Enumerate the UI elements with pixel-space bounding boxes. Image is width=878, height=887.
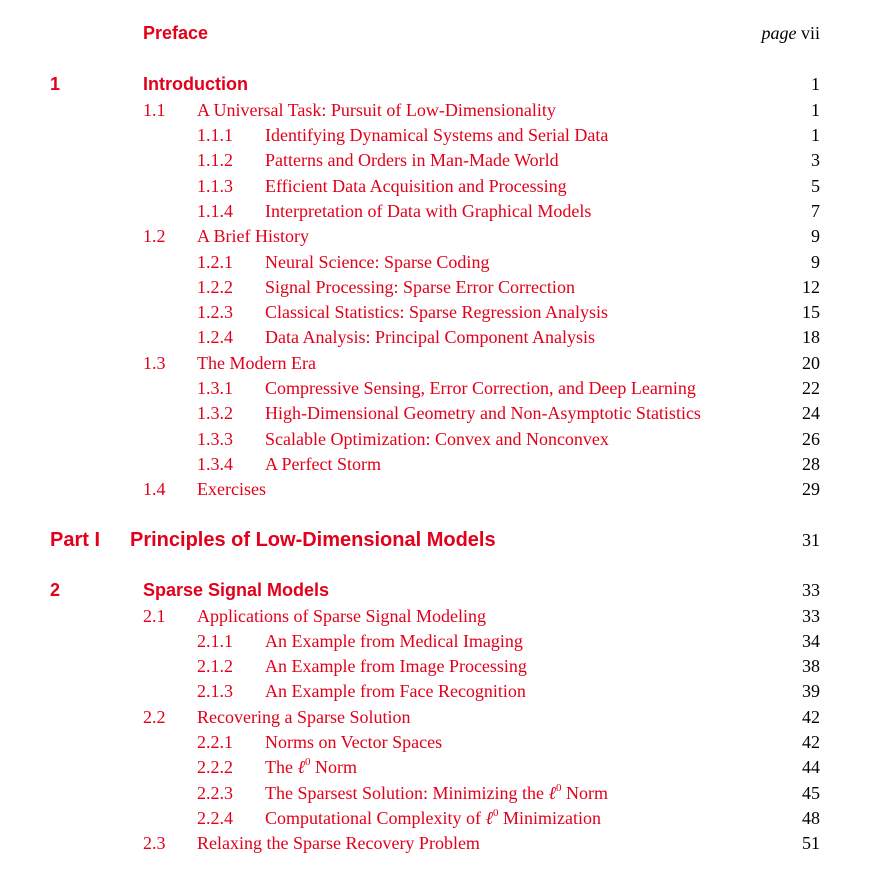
subsection-number: 2.2.1 — [197, 732, 233, 752]
section-page: 29 — [802, 479, 820, 499]
subsection-page: 1 — [811, 125, 820, 145]
toc-entry-section-1-3[interactable] — [0, 351, 878, 375]
subsection-number: 1.1.1 — [197, 125, 233, 145]
subsection-number: 1.2.4 — [197, 327, 233, 347]
subsection-number: 1.2.3 — [197, 302, 233, 322]
subsection-page: 5 — [811, 176, 820, 196]
section-title: The Modern Era — [197, 353, 316, 373]
section-title: Relaxing the Sparse Recovery Problem — [197, 833, 480, 853]
section-number: 1.2 — [143, 226, 166, 246]
toc-entry-chapter-2[interactable] — [0, 578, 878, 602]
toc-entry-subsection-2-2-3[interactable] — [0, 781, 878, 805]
subsection-number: 2.2.4 — [197, 808, 233, 828]
toc-entry-subsection-2-1-2[interactable] — [0, 654, 878, 678]
section-page: 1 — [811, 100, 820, 120]
subsection-page: 45 — [802, 783, 820, 803]
subsection-number: 1.1.3 — [197, 176, 233, 196]
subsection-number: 1.3.3 — [197, 429, 233, 449]
toc-entry-subsection-2-1-1[interactable] — [0, 629, 878, 653]
subsection-title: High-Dimensional Geometry and Non-Asymptotic Statistics — [265, 403, 701, 423]
ell-symbol: ℓ — [548, 783, 556, 803]
subsection-page: 18 — [802, 327, 820, 347]
section-title: A Brief History — [197, 226, 309, 246]
toc-entry-subsection-1-3-2[interactable] — [0, 401, 878, 425]
subsection-number: 2.1.3 — [197, 681, 233, 701]
toc-entry-section-1-4[interactable] — [0, 477, 878, 501]
toc-entry-subsection-1-3-1[interactable] — [0, 376, 878, 400]
toc-entry-part-1[interactable] — [0, 527, 878, 553]
section-number: 1.4 — [143, 479, 166, 499]
subsection-title — [265, 806, 601, 830]
subsection-page: 39 — [802, 681, 820, 701]
subsection-page: 44 — [802, 757, 820, 777]
section-page: 20 — [802, 353, 820, 373]
subsection-title: An Example from Medical Imaging — [265, 631, 523, 651]
section-title: Applications of Sparse Signal Modeling — [197, 606, 486, 626]
section-number: 1.1 — [143, 100, 166, 120]
section-number: 2.1 — [143, 606, 166, 626]
toc-entry-subsection-1-1-3[interactable] — [0, 174, 878, 198]
subsection-number: 1.3.2 — [197, 403, 233, 423]
section-title: Recovering a Sparse Solution — [197, 707, 411, 727]
subsection-page: 3 — [811, 150, 820, 170]
toc-entry-subsection-2-2-2[interactable] — [0, 755, 878, 779]
subsection-number: 2.1.2 — [197, 656, 233, 676]
subsection-title: Patterns and Orders in Man-Made World — [265, 150, 559, 170]
subsection-number: 1.3.1 — [197, 378, 233, 398]
ell-symbol: ℓ — [297, 757, 305, 777]
subsection-title: An Example from Face Recognition — [265, 681, 526, 701]
toc-entry-subsection-1-1-2[interactable] — [0, 148, 878, 172]
subsection-title: Data Analysis: Principal Component Analysis — [265, 327, 595, 347]
preface-page-number: vii — [800, 23, 820, 43]
title-suffix: Minimization — [498, 808, 601, 828]
toc-entry-subsection-2-2-4[interactable] — [0, 806, 878, 830]
title-prefix: The — [265, 757, 298, 777]
subsection-title — [265, 755, 357, 779]
preface-title: Preface — [143, 23, 209, 43]
ell-symbol: ℓ — [485, 808, 493, 828]
section-title: Exercises — [197, 479, 266, 499]
title-suffix: Norm — [561, 783, 608, 803]
toc-entry-subsection-1-2-3[interactable] — [0, 300, 878, 324]
subsection-number: 2.1.1 — [197, 631, 233, 651]
subsection-number: 2.2.2 — [197, 757, 233, 777]
superscript-zero: 0 — [555, 782, 562, 794]
toc-entry-subsection-1-2-2[interactable] — [0, 275, 878, 299]
toc-entry-preface[interactable] — [0, 21, 878, 45]
toc-entry-subsection-1-1-4[interactable] — [0, 199, 878, 223]
subsection-title: A Perfect Storm — [265, 454, 381, 474]
chapter-number: 1 — [50, 74, 61, 94]
subsection-number: 1.1.4 — [197, 201, 233, 221]
chapter-page: 33 — [802, 580, 820, 600]
toc-entry-section-1-2[interactable] — [0, 224, 878, 248]
subsection-title: Classical Statistics: Sparse Regression Analysis — [265, 302, 608, 322]
toc-entry-section-2-3[interactable] — [0, 831, 878, 855]
subsection-title: Identifying Dynamical Systems and Serial Data — [265, 125, 609, 145]
part-page: 31 — [802, 530, 820, 550]
title-prefix: Computational Complexity of — [265, 808, 486, 828]
superscript-zero: 0 — [304, 756, 311, 768]
subsection-page: 7 — [811, 201, 820, 221]
subsection-page: 42 — [802, 732, 820, 752]
subsection-title: Neural Science: Sparse Coding — [265, 252, 490, 272]
section-number: 2.2 — [143, 707, 166, 727]
subsection-title: Signal Processing: Sparse Error Correction — [265, 277, 575, 297]
subsection-title: Norms on Vector Spaces — [265, 732, 443, 752]
subsection-title: Interpretation of Data with Graphical Models — [265, 201, 592, 221]
toc-entry-section-2-2[interactable] — [0, 705, 878, 729]
toc-entry-chapter-1[interactable] — [0, 72, 878, 96]
subsection-title: An Example from Image Processing — [265, 656, 527, 676]
subsection-page: 15 — [802, 302, 820, 322]
toc-entry-subsection-2-1-3[interactable] — [0, 679, 878, 703]
subsection-page: 26 — [802, 429, 820, 449]
subsection-page: 38 — [802, 656, 820, 676]
section-page: 51 — [802, 833, 820, 853]
preface-page — [761, 21, 820, 45]
part-title: Principles of Low-Dimensional Models — [130, 529, 496, 551]
subsection-page: 24 — [802, 403, 820, 423]
part-label: Part I — [50, 529, 101, 551]
section-page: 33 — [802, 606, 820, 626]
subsection-number: 2.2.3 — [197, 783, 233, 803]
toc-entry-subsection-1-1-1[interactable] — [0, 123, 878, 147]
subsection-title: Efficient Data Acquisition and Processing — [265, 176, 567, 196]
toc-entry-subsection-1-3-4[interactable] — [0, 452, 878, 476]
toc-entry-subsection-1-2-4[interactable] — [0, 325, 878, 349]
section-number: 1.3 — [143, 353, 166, 373]
subsection-number: 1.1.2 — [197, 150, 233, 170]
section-page: 9 — [811, 226, 820, 246]
subsection-page: 12 — [802, 277, 820, 297]
section-number: 2.3 — [143, 833, 166, 853]
subsection-page: 22 — [802, 378, 820, 398]
chapter-title: Sparse Signal Models — [143, 580, 330, 600]
toc-entry-subsection-1-2-1[interactable] — [0, 250, 878, 274]
subsection-title: Compressive Sensing, Error Correction, and Deep Learning — [265, 378, 696, 398]
subsection-page: 34 — [802, 631, 820, 651]
subsection-page: 48 — [802, 808, 820, 828]
title-prefix: The Sparsest Solution: Minimizing the — [265, 783, 549, 803]
section-title: A Universal Task: Pursuit of Low-Dimensionality — [197, 100, 556, 120]
page-word: page — [761, 23, 797, 43]
section-page: 42 — [802, 707, 820, 727]
subsection-title — [265, 781, 608, 805]
chapter-page: 1 — [811, 74, 820, 94]
chapter-number: 2 — [50, 580, 61, 600]
subsection-page: 9 — [811, 252, 820, 272]
chapter-title: Introduction — [143, 74, 248, 94]
title-suffix: Norm — [310, 757, 357, 777]
subsection-number: 1.2.1 — [197, 252, 233, 272]
toc-entry-section-1-1[interactable] — [0, 98, 878, 122]
toc-entry-section-2-1[interactable] — [0, 604, 878, 628]
subsection-number: 1.2.2 — [197, 277, 233, 297]
toc-entry-subsection-1-3-3[interactable] — [0, 427, 878, 451]
subsection-page: 28 — [802, 454, 820, 474]
subsection-number: 1.3.4 — [197, 454, 233, 474]
superscript-zero: 0 — [492, 807, 499, 819]
subsection-title: Scalable Optimization: Convex and Nonconvex — [265, 429, 609, 449]
toc-entry-subsection-2-2-1[interactable] — [0, 730, 878, 754]
